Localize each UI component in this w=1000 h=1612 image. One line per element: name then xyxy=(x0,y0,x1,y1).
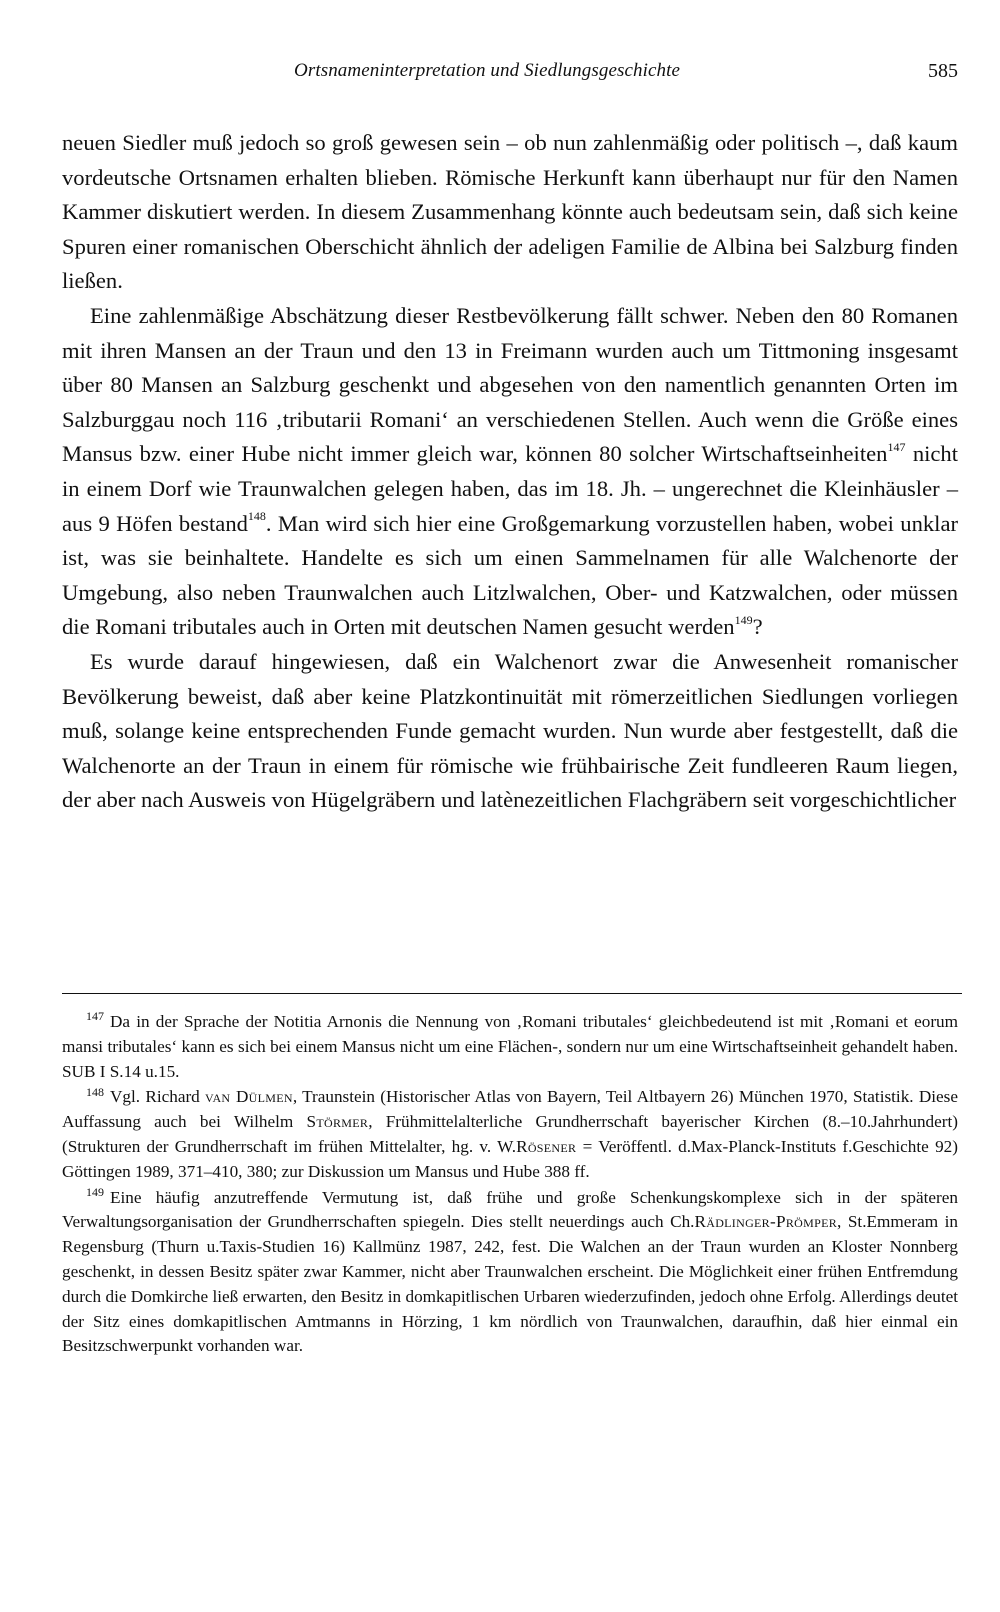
footnote-148-text-d: = Veröffentl. d.Max-Planck-Instituts f.Geschichte 92) Göttingen 1989, 371–410, 380; zur Diskussion um Mansus und Hube 388 ff. xyxy=(62,1136,958,1181)
paragraph-2-part-a: Eine zahlenmäßige Abschätzung dieser Restbevölkerung fällt schwer. Neben den 80 Romanen mit ihren Mansen an der Traun und den 13 in Freimann wurden auch um Tittmoning insgesamt über 80 Mansen an Salzburg geschenkt und abgesehen von den namentlich genannten Orten im Salzburggau noch 116 ‚tributarii Romani‘ an verschiedenen Stellen. Auch wenn die Größe eines Mansus bzw. einer Hube nicht immer gleich war, können 80 solcher Wirtschaftseinheiten xyxy=(62,302,958,467)
footnote-148-text-a: Vgl. Richard xyxy=(110,1087,206,1107)
footnote-148-author-3: Rösener xyxy=(516,1136,577,1156)
main-text xyxy=(62,126,958,818)
page-header xyxy=(62,60,958,90)
footnote-mark-149: 149 xyxy=(86,1184,104,1199)
footnote-148-author-1: van Dülmen xyxy=(205,1087,293,1107)
footnote-149 xyxy=(62,1186,958,1360)
footnote-148 xyxy=(62,1085,958,1184)
footnote-148-text-c: , Frühmittelalterliche Grundherrschaft bayerischer Kirchen (8.–10.Jahrhundert) (Strukturen der Grundherrschaft im frühen Mittelalter, hg. v. W. xyxy=(62,1112,959,1156)
paragraph-2 xyxy=(62,299,958,645)
footnote-mark-147: 147 xyxy=(86,1009,104,1024)
paragraph-2-part-d: ? xyxy=(752,614,763,640)
footnote-147 xyxy=(62,1010,958,1084)
footnote-ref-147[interactable]: 147 xyxy=(887,439,906,454)
page-number: 585 xyxy=(928,60,958,82)
footnote-149-author-1: Rädlinger-Prömper xyxy=(694,1212,838,1232)
paragraph-2-part-b: nicht in einem Dorf wie Traunwalchen gelegen haben, das im 18. Jh. – ungerechnet die Kleinhäusler – aus 9 Höfen bestand xyxy=(62,441,959,536)
paragraph-2-part-c: . Man wird sich hier eine Großgemarkung vorzustellen haben, wobei unklar ist, was sie beinhaltete. Handelte es sich um einen Sammelnamen für alle Walchenorte der Umgebung, also neben Traunwalchen auch Litzlwalchen, Ober- und Katzwalchen, oder müssen die Romani tributales auch in Orten mit deutschen Namen gesucht werden xyxy=(62,510,958,640)
footnote-148-author-2: Störmer xyxy=(306,1112,369,1132)
paragraph-1: neuen Siedler muß jedoch so groß gewesen sein – ob nun zahlenmäßig oder politisch –, daß kaum vordeutsche Ortsnamen erhalten blieben. Römische Herkunft kann überhaupt nur für den Namen Kammer diskutiert werden. In diesem Zusammenhang könnte auch bedeutsam sein, daß sich keine Spuren einer romanischen Oberschicht ähnlich der adeligen Familie de Albina bei Salzburg finden ließen. xyxy=(62,130,958,294)
footnote-divider xyxy=(62,993,962,994)
footnote-mark-148: 148 xyxy=(86,1084,104,1099)
footnote-149-text-b: , St.Emmeram in Regensburg (Thurn u.Taxis-Studien 16) Kallmünz 1987, 242, fest. Die Walchen an der Traun wurden an Kloster Nonnberg geschenkt, in dessen Besitz später zwar Kammer, nicht aber Traunwalchen erscheint. Die Möglichkeit einer frühen Entfremdung durch die Domkirche ließ erwarten, den Besitz in domkapitlischen Urbaren wiederzufinden, jedoch ohne Erfolg. Allerdings deutet der Sitz eines domkapitlischen Amtmanns in Hörzing, 1 km nördlich von Traunwalchen, daraufhin, daß hier einmal ein Besitzschwerpunkt vorhanden war. xyxy=(62,1212,958,1356)
footnote-147-text: Da in der Sprache der Notitia Arnonis die Nennung von ‚Romani tributales‘ gleichbedeutend ist mit ‚Romani et eorum mansi tributales‘ kann es sich bei einem Mansus nicht um eine Flächen-, sondern nur um eine Wirtschaftseinheit gehandelt haben. SUB I S.14 u.15. xyxy=(62,1012,958,1081)
footnote-148-text-b: , Traunstein (Historischer Atlas von Bayern, Teil Altbayern 26) München 1970, Statistik. Diese Auffassung auch bei Wilhelm xyxy=(62,1087,959,1132)
paragraph-3: Es wurde darauf hingewiesen, daß ein Walchenort zwar die Anwesenheit romanischer Bevölkerung beweist, daß aber keine Platzkontinuität mit römerzeitlichen Siedlungen vorliegen muß, solange keine entsprechenden Funde gemacht wurden. Nun wurde aber festgestellt, daß die Walchenorte an der Traun in einem für römische wie frühbairische Zeit fundleeren Raum liegen, der aber nach Ausweis von Hügelgräbern und latènezeitlichen Flachgräbern seit vorgeschichtlicher xyxy=(62,648,958,813)
running-title: Ortsnameninterpretation und Siedlungsgeschichte xyxy=(294,60,681,81)
footnote-149-text-a: Eine häufig anzutreffende Vermutung ist, daß frühe und große Schenkungskomplexe sich in der späteren Verwaltungsorganisation der Grundherrschaften spiegeln. Dies stellt neuerdings auch Ch. xyxy=(62,1187,958,1232)
footnote-ref-148[interactable]: 148 xyxy=(247,509,266,523)
footnote-ref-149[interactable]: 149 xyxy=(734,612,753,627)
footnotes xyxy=(62,1010,958,1360)
